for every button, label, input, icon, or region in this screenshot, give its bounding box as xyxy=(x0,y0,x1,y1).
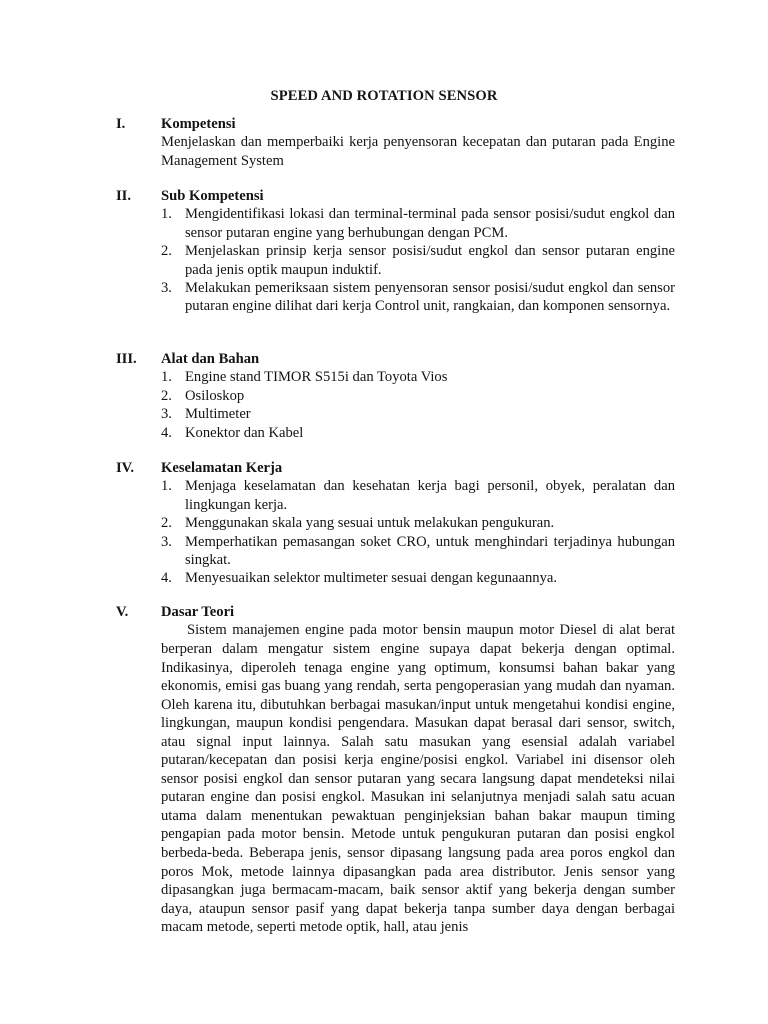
list-item xyxy=(161,387,675,405)
section-text: Menjelaskan dan memperbaiki kerja penyensoran kecepatan dan putaran pada Engine Management System xyxy=(161,134,675,169)
list-text: Konektor dan Kabel xyxy=(185,424,304,441)
list-item xyxy=(161,368,675,386)
list-number: 1. xyxy=(161,369,172,386)
document-title: SPEED AND ROTATION SENSOR xyxy=(270,88,498,104)
list-item xyxy=(161,477,675,514)
theory-paragraph: Sistem manajemen engine pada motor bensin maupun motor Diesel di alat berat berperan dalam mengatur sistem engine supaya dapat bekerja dengan optimal. Indikasinya, diperoleh tenaga engine yang optimum, konsumsi bahan bakar yang ekonomis, emisi gas buang yang rendah, serta pengoperasian yang mudah dan nyaman. Oleh karena itu, dibutuhkan berbagai masukan/input untuk mengetahui kondisi engine, lingkungan, maupun kondisi pengendara. Masukan dapat berasal dari sensor, switch, atau signal input lainnya. Salah satu masukan yang esensial adalah variabel putaran/kecepatan dan posisi kerja engine/posisi engkol. Variabel ini disensor oleh sensor posisi engkol dan sensor putaran yang secara langsung dapat mendeteksi nilai putaran engine dan posisi engkol. Masukan ini selanjutnya menjadi salah satu acuan utama dalam menentukan pewaktuan penginjeksian bahan bakar maupun timing pengapian pada motor bensin. Metode untuk pengukuran putaran dan posisi engkol berbeda-beda. Beberapa jenis, sensor dipasang langsung pada area poros engkol dan poros Mok, metode lainnya dipasangkan pada area distributor. Jenis sensor yang dipasangkan juga bermacam-macam, baik sensor aktif yang bekerja dengan sumber daya, ataupun sensor pasif yang dapat bekerja tanpa sumber daya dengan berbagai macam metode, seperti metode optik, hall, atau jenis xyxy=(161,622,675,936)
list-text: Melakukan pemeriksaan sistem penyensoran sensor posisi/sudut engkol dan sensor putaran engine dilihat dari kerja Control unit, rangkaian, dan komponen sensornya. xyxy=(185,280,675,315)
list-number: 2. xyxy=(161,515,172,532)
list-number: 3. xyxy=(161,533,172,550)
list-item xyxy=(161,514,675,532)
numbered-list xyxy=(161,368,675,442)
section-numeral: III. xyxy=(116,351,137,367)
section-heading: Keselamatan Kerja xyxy=(161,460,283,476)
list-text: Osiloskop xyxy=(185,387,245,404)
list-text: Menjaga keselamatan dan kesehatan kerja bagi personil, obyek, peralatan dan lingkungan kerja. xyxy=(185,478,675,513)
list-number: 4. xyxy=(161,570,172,587)
list-item xyxy=(161,424,675,442)
list-item xyxy=(161,279,675,316)
list-text: Menggunakan skala yang sesuai untuk melakukan pengukuran. xyxy=(185,515,555,532)
numbered-list xyxy=(161,477,675,587)
list-number: 1. xyxy=(161,206,172,223)
section-heading: Kompetensi xyxy=(161,116,236,132)
list-text: Menjelaskan prinsip kerja sensor posisi/sudut engkol dan sensor putaran engine pada jenis optik maupun induktif. xyxy=(185,243,675,278)
list-item xyxy=(161,242,675,279)
list-number: 1. xyxy=(161,478,172,495)
list-item xyxy=(161,405,675,423)
list-text: Mengidentifikasi lokasi dan terminal-terminal pada sensor posisi/sudut engkol dan sensor putaran engine yang berhubungan dengan PCM. xyxy=(185,206,675,241)
section-heading: Alat dan Bahan xyxy=(161,351,260,367)
section-numeral: IV. xyxy=(116,460,134,476)
list-text: Multimeter xyxy=(185,406,251,423)
section-numeral: V. xyxy=(116,604,129,620)
list-text: Memperhatikan pemasangan soket CRO, untuk menghindari terjadinya hubungan singkat. xyxy=(185,533,675,569)
section-numeral: I. xyxy=(116,116,126,132)
list-number: 2. xyxy=(161,243,172,260)
list-item xyxy=(161,533,675,570)
list-number: 2. xyxy=(161,387,172,404)
numbered-list xyxy=(161,205,675,315)
list-text: Engine stand TIMOR S515i dan Toyota Vios xyxy=(185,369,448,386)
list-number: 3. xyxy=(161,406,172,423)
section-heading: Sub Kompetensi xyxy=(161,188,264,204)
list-item xyxy=(161,205,675,242)
section-numeral: II. xyxy=(116,188,132,204)
section-heading: Dasar Teori xyxy=(161,604,235,620)
list-item xyxy=(161,569,675,587)
list-number: 4. xyxy=(161,424,172,441)
list-text: Menyesuaikan selektor multimeter sesuai dengan kegunaannya. xyxy=(185,570,558,587)
list-number: 3. xyxy=(161,280,172,297)
